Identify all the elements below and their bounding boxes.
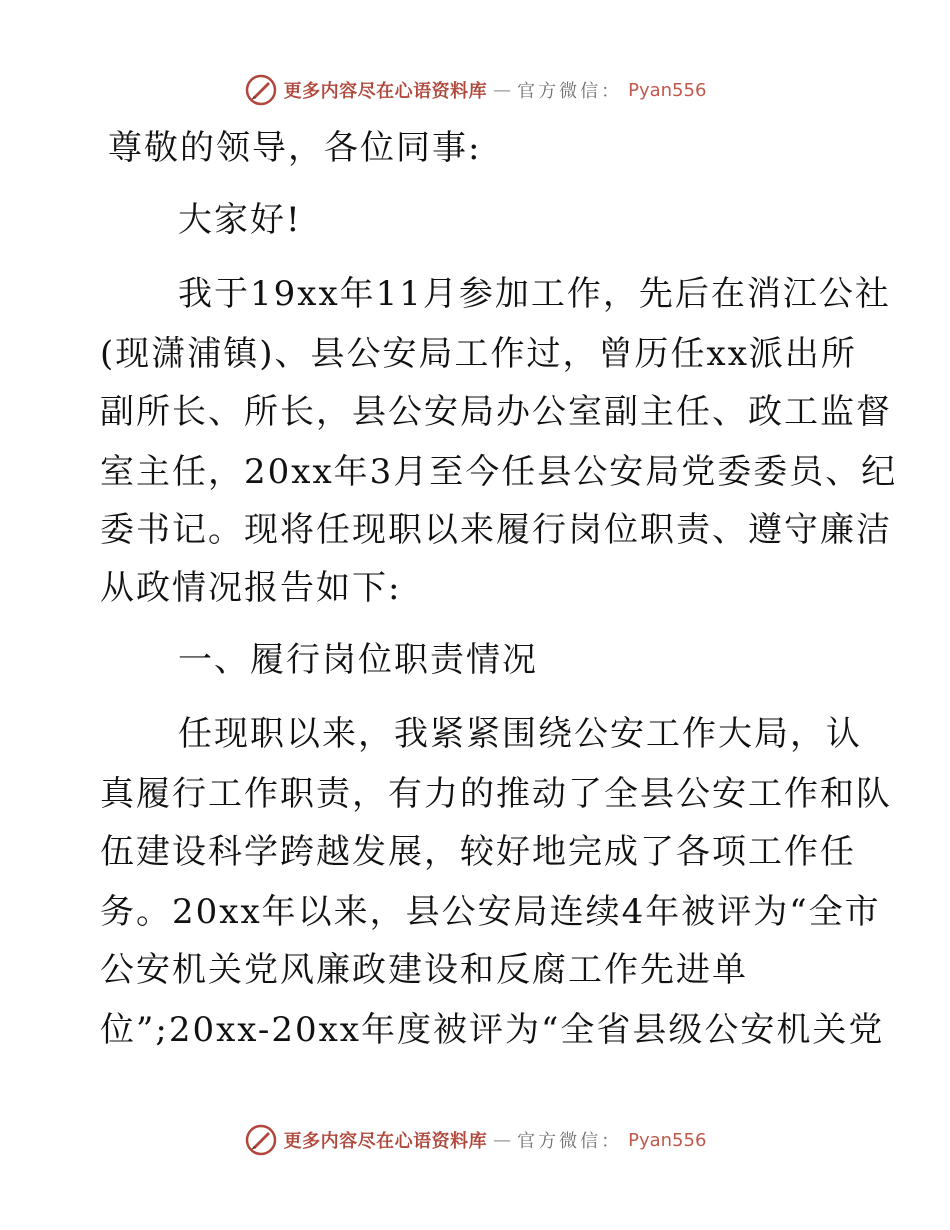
paragraph-line: (现潇浦镇)、县公安局工作过，曾历任xx派出所 bbox=[100, 334, 857, 374]
quill-logo-icon bbox=[244, 1123, 278, 1157]
paragraph-line: 委书记。现将任现职以来履行岗位职责、遵守廉洁 bbox=[100, 510, 892, 550]
banner-separator: — bbox=[493, 1129, 512, 1151]
paragraph-line: 公安机关党风廉政建设和反腐工作先进单 bbox=[100, 950, 748, 990]
banner-brand: 更多内容尽在心语资料库 bbox=[283, 1131, 488, 1152]
paragraph-line: 我于19xx年11月参加工作，先后在消江公社 bbox=[178, 274, 891, 314]
header-banner bbox=[0, 72, 950, 108]
paragraph-line: 任现职以来，我紧紧围绕公安工作大局，认 bbox=[178, 714, 862, 754]
paragraph-line: 室主任，20xx年3月至今任县公安局党委委员、纪 bbox=[100, 452, 898, 492]
paragraph-line: 从政情况报告如下: bbox=[100, 568, 402, 608]
quill-logo-icon bbox=[244, 73, 278, 107]
salutation: 大家好! bbox=[178, 200, 302, 240]
banner-wechat-id: Pyan556 bbox=[628, 1129, 707, 1151]
banner-official-label: 官方微信： bbox=[517, 1131, 623, 1152]
banner-official-label: 官方微信： bbox=[517, 81, 623, 102]
paragraph-line: 真履行工作职责，有力的推动了全县公安工作和队 bbox=[100, 774, 892, 814]
section-heading: 一、履行岗位职责情况 bbox=[178, 640, 538, 680]
paragraph-line: 伍建设科学跨越发展，较好地完成了各项工作任 bbox=[100, 832, 856, 872]
banner-brand: 更多内容尽在心语资料库 bbox=[283, 81, 488, 102]
banner-separator: — bbox=[493, 79, 512, 101]
paragraph-line: 位”;20xx-20xx年度被评为“全省县级公安机关党 bbox=[100, 1010, 885, 1050]
paragraph-line: 副所长、所长，县公安局办公室副主任、政工监督 bbox=[100, 392, 892, 432]
footer-banner bbox=[0, 1122, 950, 1158]
greeting: 尊敬的领导，各位同事: bbox=[108, 128, 482, 168]
banner-wechat-id: Pyan556 bbox=[628, 79, 707, 101]
paragraph-line: 务。20xx年以来，县公安局连续4年被评为“全市 bbox=[100, 892, 881, 932]
